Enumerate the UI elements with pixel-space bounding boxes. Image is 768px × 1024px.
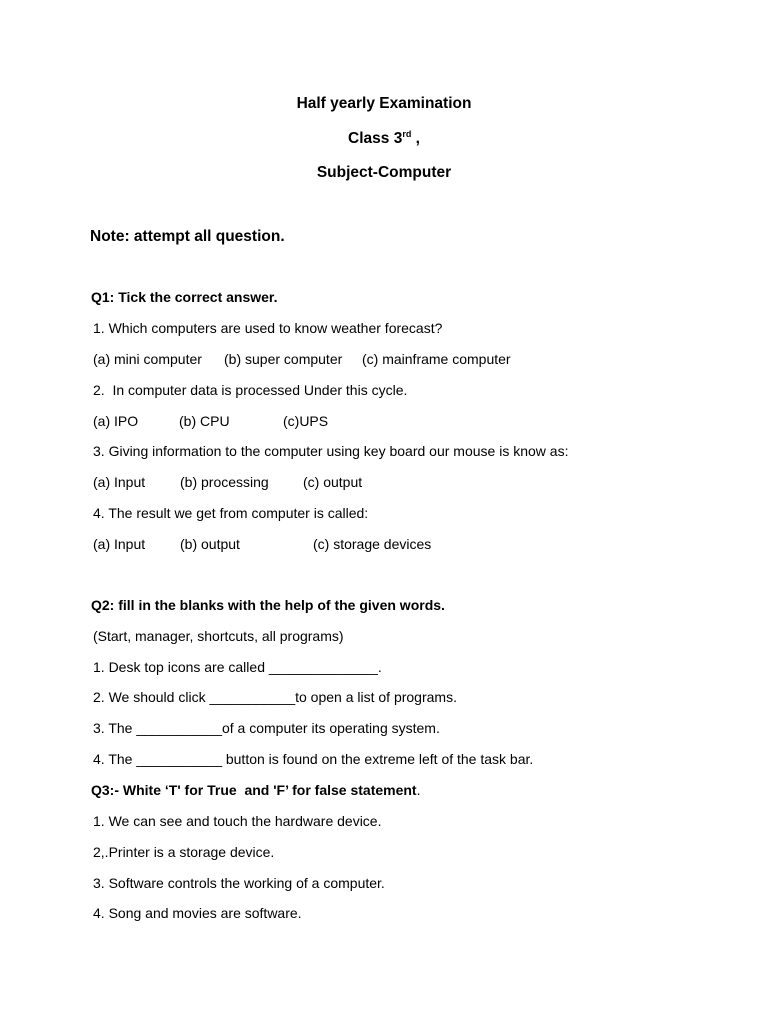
q1-option-4b: (b) output: [180, 536, 240, 552]
q1-option-1c: (c) mainframe computer: [362, 351, 511, 367]
q2-word-bank: (Start, manager, shortcuts, all programs): [93, 628, 344, 644]
q1-question-3: 3. Giving information to the computer using key board our mouse is know as:: [93, 443, 569, 459]
q2-item-4: 4. The ___________ button is found on the extreme left of the task bar.: [93, 751, 534, 767]
q1-question-1: 1. Which computers are used to know weather forecast?: [93, 320, 443, 336]
subject-title: Subject-Computer: [316, 164, 452, 181]
q1-option-2c: (c)UPS: [283, 413, 329, 429]
q1-option-4a: (a) Input: [93, 536, 146, 552]
q1-option-3b: (b) processing: [180, 474, 269, 490]
class-label: Class 3: [348, 130, 403, 147]
q3-heading-end: .: [416, 782, 421, 798]
q2-item-3: 3. The ___________of a computer its operating system.: [93, 720, 440, 736]
q1-option-2b: (b) CPU: [179, 413, 230, 429]
q1-option-2a: (a) IPO: [93, 413, 139, 429]
q1-question-4: 4. The result we get from computer is called:: [93, 505, 369, 521]
class-ordinal: rd: [402, 129, 412, 139]
q2-item-1: 1. Desk top icons are called ______________.: [93, 659, 382, 675]
exam-title: Half yearly Examination: [296, 95, 472, 112]
q3-heading-text: Q3:- White ‘T' for True and 'F’ for false statement: [91, 782, 417, 798]
q3-item-4: 4. Song and movies are software.: [93, 905, 302, 921]
q1-option-3a: (a) Input: [93, 474, 146, 490]
class-line: [0, 131, 768, 148]
q3-item-2: 2,.Printer is a storage device.: [93, 844, 275, 860]
q2-heading: Q2: fill in the blanks with the help of the given words.: [91, 597, 445, 613]
class-suffix: ,: [411, 130, 420, 147]
q3-heading: [91, 782, 420, 798]
q3-item-3: 3. Software controls the working of a computer.: [93, 875, 385, 891]
q3-item-1: 1. We can see and touch the hardware device.: [93, 813, 382, 829]
q1-option-4c: (c) storage devices: [313, 536, 432, 552]
q1-option-1a: (a) mini computer: [93, 351, 202, 367]
note: Note: attempt all question.: [90, 228, 285, 245]
q2-item-2: 2. We should click ___________to open a list of programs.: [93, 689, 457, 705]
q1-option-3c: (c) output: [303, 474, 363, 490]
q1-option-1b: (b) super computer: [224, 351, 343, 367]
q1-heading: Q1: Tick the correct answer.: [91, 289, 278, 305]
q1-question-2: 2. In computer data is processed Under this cycle.: [93, 382, 408, 398]
